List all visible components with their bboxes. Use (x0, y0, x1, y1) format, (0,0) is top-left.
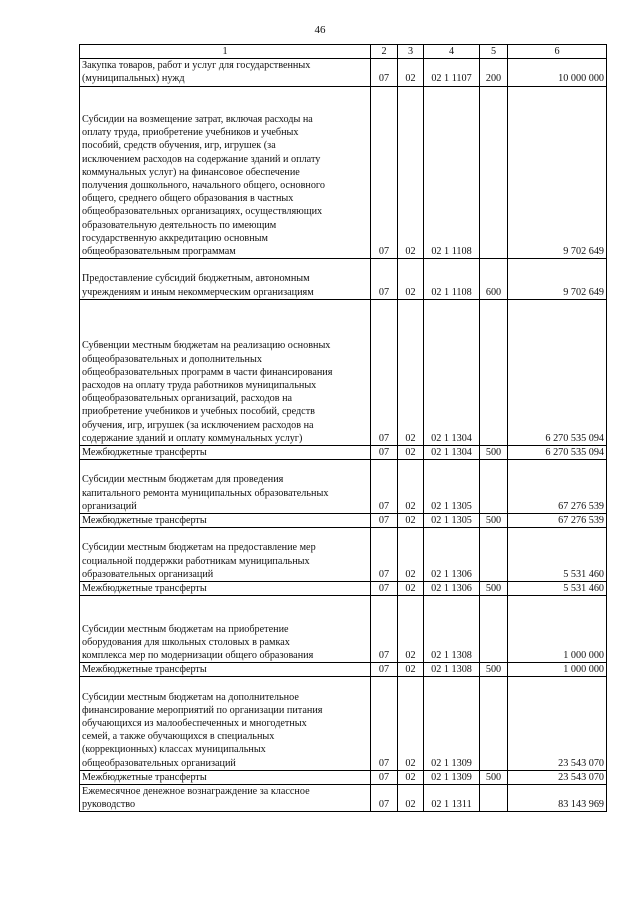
header-cell: 1 (80, 45, 371, 59)
subsection-cell: 02 (398, 596, 424, 663)
section-cell: 07 (371, 677, 398, 770)
subsection-cell: 02 (398, 259, 424, 300)
table-row (80, 86, 607, 259)
row-name-cell: Субсидии на возмещение затрат, включая расходы на оплату труда, приобретение учебников и учебных пособий, средств обучения, игр, игрушек (за исключением расходов на содержание зданий и оплату коммунальных услуг) на финансовое обеспечение получения дошкольного, начального общего, основного общего, среднего общего образования в частных общеобразовательных организациях, осуществляющих образовательную деятельность по имеющим государственную аккредитацию основным общеобразовательным программам (80, 86, 371, 259)
expense-type-cell: 600 (480, 259, 508, 300)
header-cell: 3 (398, 45, 424, 59)
target-article-cell: 02 1 1308 (424, 596, 480, 663)
expense-type-cell: 500 (480, 514, 508, 528)
target-article-cell: 02 1 1304 (424, 446, 480, 460)
section-cell: 07 (371, 446, 398, 460)
table-row (80, 770, 607, 784)
section-cell: 07 (371, 299, 398, 445)
amount-cell: 9 702 649 (508, 259, 607, 300)
amount-cell: 6 270 535 094 (508, 299, 607, 445)
amount-cell: 67 276 539 (508, 514, 607, 528)
amount-cell: 83 143 969 (508, 785, 607, 812)
section-cell: 07 (371, 514, 398, 528)
table-row (80, 514, 607, 528)
subsection-cell: 02 (398, 299, 424, 445)
target-article-cell: 02 1 1311 (424, 785, 480, 812)
row-name-cell: Субсидии местным бюджетам для проведения капитального ремонта муниципальных образовательных организаций (80, 460, 371, 514)
target-article-cell: 02 1 1309 (424, 677, 480, 770)
table-row (80, 299, 607, 445)
amount-cell: 5 531 460 (508, 528, 607, 582)
table-row (80, 582, 607, 596)
header-cell: 6 (508, 45, 607, 59)
table-row (80, 596, 607, 663)
expense-type-cell (480, 596, 508, 663)
amount-cell: 10 000 000 (508, 59, 607, 86)
section-cell: 07 (371, 86, 398, 259)
row-name-cell: Субсидии местным бюджетам на приобретение оборудования для школьных столовых в рамках комплекса мер по модернизации общего образования (80, 596, 371, 663)
subsection-cell: 02 (398, 785, 424, 812)
subsection-cell: 02 (398, 663, 424, 677)
table-row (80, 785, 607, 812)
subsection-cell: 02 (398, 460, 424, 514)
target-article-cell: 02 1 1107 (424, 59, 480, 86)
header-cell: 5 (480, 45, 508, 59)
subsection-cell: 02 (398, 86, 424, 259)
amount-cell: 67 276 539 (508, 460, 607, 514)
budget-table (79, 44, 607, 812)
header-cell: 4 (424, 45, 480, 59)
expense-type-cell (480, 677, 508, 770)
section-cell: 07 (371, 528, 398, 582)
amount-cell: 1 000 000 (508, 596, 607, 663)
row-name-cell: Межбюджетные трансферты (80, 663, 371, 677)
amount-cell: 23 543 070 (508, 770, 607, 784)
section-cell: 07 (371, 596, 398, 663)
target-article-cell: 02 1 1305 (424, 514, 480, 528)
table-row (80, 259, 607, 300)
subsection-cell: 02 (398, 446, 424, 460)
target-article-cell: 02 1 1305 (424, 460, 480, 514)
section-cell: 07 (371, 770, 398, 784)
expense-type-cell (480, 299, 508, 445)
section-cell: 07 (371, 785, 398, 812)
target-article-cell: 02 1 1309 (424, 770, 480, 784)
row-name-cell: Межбюджетные трансферты (80, 582, 371, 596)
table-row (80, 460, 607, 514)
expense-type-cell: 500 (480, 770, 508, 784)
expense-type-cell (480, 528, 508, 582)
section-cell: 07 (371, 259, 398, 300)
target-article-cell: 02 1 1108 (424, 86, 480, 259)
table-header-row (80, 45, 607, 59)
page-number: 46 (314, 24, 326, 36)
row-name-cell: Субсидии местным бюджетам на дополнительное финансирование мероприятий по организации питания обучающихся из малообеспеченных и многодетных семей, а также обучающихся в специальных (коррекционных) классах муниципальных общеобразовательных организаций (80, 677, 371, 770)
expense-type-cell: 500 (480, 663, 508, 677)
expense-type-cell (480, 86, 508, 259)
header-cell: 2 (371, 45, 398, 59)
expense-type-cell: 200 (480, 59, 508, 86)
target-article-cell: 02 1 1306 (424, 528, 480, 582)
table-row (80, 59, 607, 86)
table-row (80, 663, 607, 677)
target-article-cell: 02 1 1304 (424, 299, 480, 445)
amount-cell: 9 702 649 (508, 86, 607, 259)
row-name-cell: Предоставление субсидий бюджетным, автономным учреждениям и иным некоммерческим организациям (80, 259, 371, 300)
row-name-cell: Субсидии местным бюджетам на предоставление мер социальной поддержки работникам муниципальных образовательных организаций (80, 528, 371, 582)
table-row (80, 446, 607, 460)
amount-cell: 1 000 000 (508, 663, 607, 677)
row-name-cell: Закупка товаров, работ и услуг для государственных (муниципальных) нужд (80, 59, 371, 86)
subsection-cell: 02 (398, 677, 424, 770)
row-name-cell: Межбюджетные трансферты (80, 446, 371, 460)
expense-type-cell (480, 460, 508, 514)
expense-type-cell (480, 785, 508, 812)
section-cell: 07 (371, 59, 398, 86)
row-name-cell: Ежемесячное денежное вознаграждение за классное руководство (80, 785, 371, 812)
table-row (80, 528, 607, 582)
subsection-cell: 02 (398, 770, 424, 784)
subsection-cell: 02 (398, 528, 424, 582)
target-article-cell: 02 1 1308 (424, 663, 480, 677)
target-article-cell: 02 1 1306 (424, 582, 480, 596)
subsection-cell: 02 (398, 582, 424, 596)
expense-type-cell: 500 (480, 582, 508, 596)
expense-type-cell: 500 (480, 446, 508, 460)
section-cell: 07 (371, 663, 398, 677)
row-name-cell: Межбюджетные трансферты (80, 770, 371, 784)
amount-cell: 6 270 535 094 (508, 446, 607, 460)
section-cell: 07 (371, 582, 398, 596)
amount-cell: 5 531 460 (508, 582, 607, 596)
section-cell: 07 (371, 460, 398, 514)
subsection-cell: 02 (398, 59, 424, 86)
row-name-cell: Межбюджетные трансферты (80, 514, 371, 528)
amount-cell: 23 543 070 (508, 677, 607, 770)
subsection-cell: 02 (398, 514, 424, 528)
row-name-cell: Субвенции местным бюджетам на реализацию основных общеобразовательных и дополнительных общеобразовательных программ в части финансирования расходов на оплату труда работников муниципальных общеобразовательных организаций, расходов на приобретение учебников и учебных пособий, средств обучения, игр, игрушек (за исключением расходов на содержание зданий и оплату коммунальных услуг) (80, 299, 371, 445)
table-row (80, 677, 607, 770)
target-article-cell: 02 1 1108 (424, 259, 480, 300)
